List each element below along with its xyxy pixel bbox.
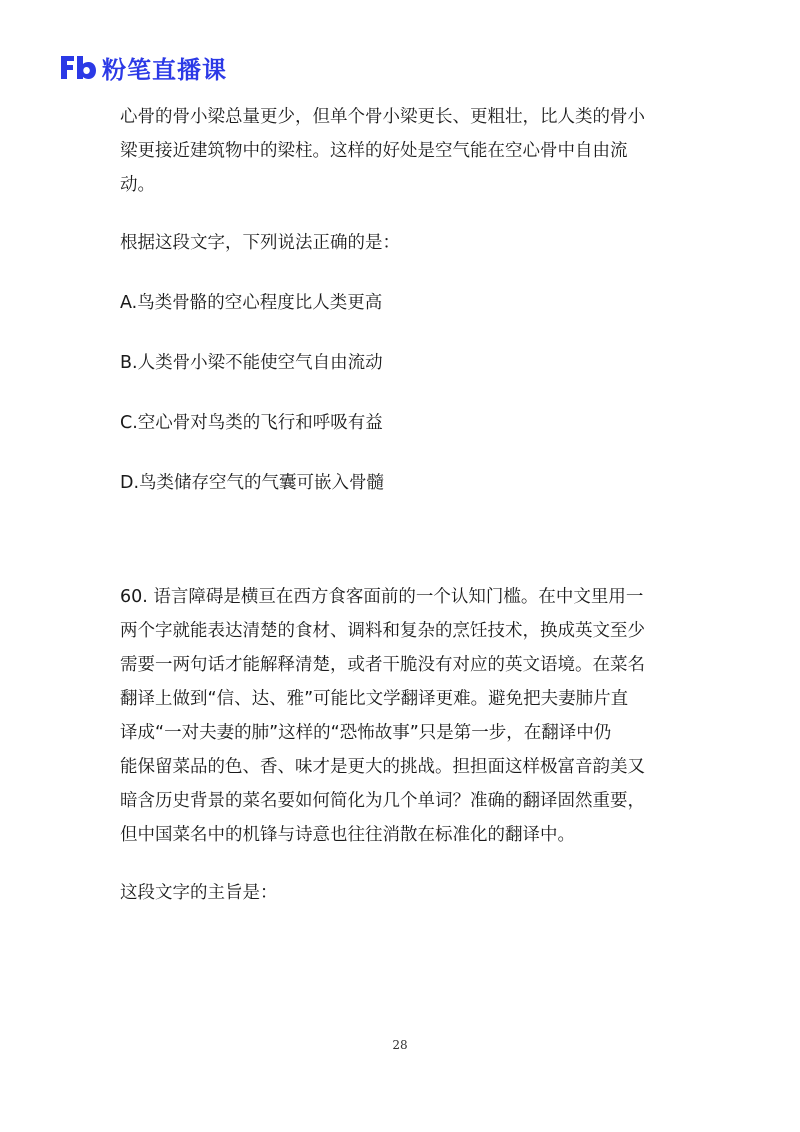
q59-option-c: C.空心骨对鸟类的飞行和呼吸有益	[120, 413, 383, 433]
fb-logo-icon	[58, 52, 98, 82]
text-line: 心骨的骨小梁总量更少，但单个骨小梁更长、更粗壮，比人类的骨小	[120, 107, 645, 127]
text-line: 能保留菜品的色、香、味才是更大的挑战。担担面这样极富音韵美又	[120, 757, 645, 777]
q59-prompt: 根据这段文字，下列说法正确的是：	[120, 233, 400, 253]
text-line: 但中国菜名中的机锋与诗意也往往消散在标准化的翻译中。	[120, 825, 575, 845]
q59-option-a: A.鸟类骨骼的空心程度比人类更高	[120, 293, 383, 313]
q60-prompt: 这段文字的主旨是：	[120, 883, 278, 903]
text-line: 需要一两句话才能解释清楚，或者干脆没有对应的英文语境。在菜名	[120, 655, 645, 675]
page-number: 28	[392, 1038, 408, 1052]
q59-option-b: B.人类骨小梁不能使空气自由流动	[120, 353, 383, 373]
text-line: 梁更接近建筑物中的梁柱。这样的好处是空气能在空心骨中自由流	[120, 141, 628, 161]
q59-passage-continued	[120, 100, 680, 202]
q59-option-d: D.鸟类储存空气的气囊可嵌入骨髓	[120, 473, 385, 493]
text-line: 动。	[120, 175, 155, 195]
brand-name: 粉笔直播课	[102, 55, 227, 84]
text-line: 暗含历史背景的菜名要如何简化为几个单词？准确的翻译固然重要，	[120, 791, 645, 811]
text-line: 60. 语言障碍是横亘在西方食客面前的一个认知门槛。在中文里用一	[120, 587, 644, 607]
q60-passage	[120, 580, 680, 852]
text-line: 翻译上做到“信、达、雅”可能比文学翻译更难。避免把夫妻肺片直	[120, 689, 629, 709]
text-line: 两个字就能表达清楚的食材、调料和复杂的烹饪技术，换成英文至少	[120, 621, 645, 641]
header	[58, 50, 227, 84]
document-body	[120, 100, 680, 910]
text-line: 译成“一对夫妻的肺”这样的“恐怖故事”只是第一步，在翻译中仍	[120, 723, 612, 743]
